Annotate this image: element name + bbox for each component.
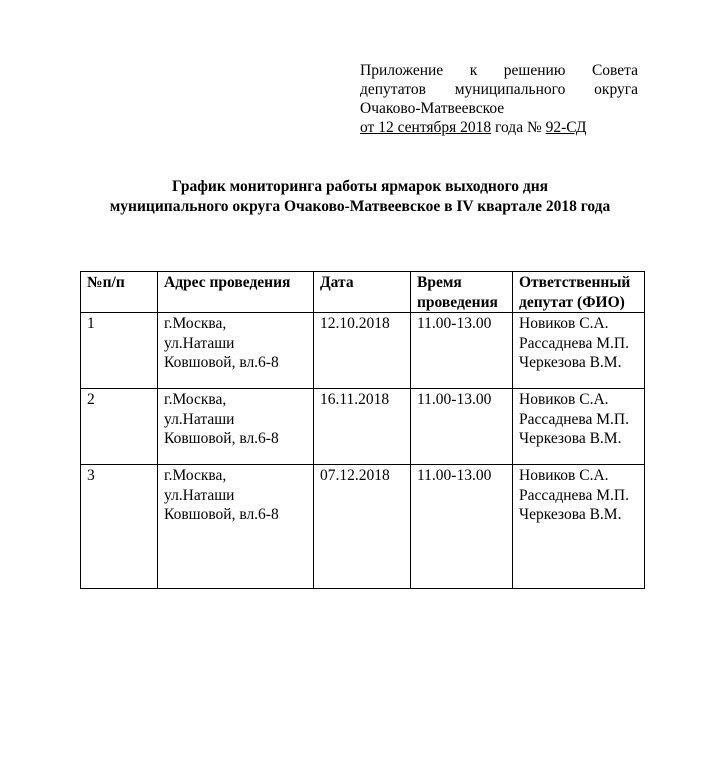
row-date: 16.11.2018 xyxy=(314,389,411,465)
row-time: 11.00-13.00 xyxy=(411,465,513,589)
row-date: 07.12.2018 xyxy=(314,465,411,589)
address-line: г.Москва, xyxy=(164,467,227,484)
header-address: Адрес проведения xyxy=(158,272,314,313)
row-address xyxy=(158,313,314,389)
header-time-line-1: Время xyxy=(417,274,462,291)
address-line: ул.Наташи xyxy=(164,334,235,352)
deputy-name: Черкезова В.М. xyxy=(519,354,622,371)
appendix-line-2: депутатов муниципального округа xyxy=(360,81,638,98)
header-responsible xyxy=(513,272,645,313)
table-row xyxy=(81,465,645,589)
row-address xyxy=(158,465,314,589)
appendix-block xyxy=(360,61,638,137)
header-time-line-2: проведения xyxy=(417,293,498,311)
deputy-name: Рассаднева М.П. xyxy=(519,410,629,428)
header-resp-line-2: депутат (ФИО) xyxy=(519,293,625,311)
schedule-table xyxy=(80,271,645,589)
deputy-name: Рассаднева М.П. xyxy=(519,486,629,504)
row-num: 1 xyxy=(81,313,158,389)
row-deputies xyxy=(513,389,645,465)
deputy-name: Рассаднева М.П. xyxy=(519,334,629,352)
appendix-line-3: Очаково-Матвеевское xyxy=(360,100,505,117)
table-row xyxy=(81,313,645,389)
title-line-2: муниципального округа Очаково-Матвеевское в IV квартале 2018 года xyxy=(109,198,611,215)
table-header-row xyxy=(81,272,645,313)
deputy-name: Новиков С.А. xyxy=(519,391,609,408)
row-deputies xyxy=(513,465,645,589)
row-num: 2 xyxy=(81,389,158,465)
deputy-name: Черкезова В.М. xyxy=(519,506,622,523)
decision-date: от 12 сентября 2018 xyxy=(360,119,492,136)
document-title xyxy=(60,177,660,217)
appendix-line-1: Приложение к решению Совета xyxy=(360,62,638,79)
row-time: 11.00-13.00 xyxy=(411,389,513,465)
decision-year-word: года № xyxy=(491,119,546,136)
row-time: 11.00-13.00 xyxy=(411,313,513,389)
address-line: Ковшовой, вл.6-8 xyxy=(164,430,279,447)
row-date: 12.10.2018 xyxy=(314,313,411,389)
appendix-decision-line xyxy=(360,118,638,137)
header-resp-line-1: Ответственный xyxy=(519,274,631,291)
address-line: ул.Наташи xyxy=(164,486,235,504)
address-line: Ковшовой, вл.6-8 xyxy=(164,354,279,371)
address-line: ул.Наташи xyxy=(164,410,235,428)
address-line: г.Москва, xyxy=(164,391,227,408)
title-line-1: График мониторинга работы ярмарок выходного дня xyxy=(171,178,549,195)
header-date: Дата xyxy=(314,272,411,313)
deputy-name: Новиков С.А. xyxy=(519,315,609,332)
deputy-name: Черкезова В.М. xyxy=(519,430,622,447)
deputy-name: Новиков С.А. xyxy=(519,467,609,484)
row-num: 3 xyxy=(81,465,158,589)
header-num: №п/п xyxy=(81,272,158,313)
header-time xyxy=(411,272,513,313)
address-line: Ковшовой, вл.6-8 xyxy=(164,506,279,523)
address-line: г.Москва, xyxy=(164,315,227,332)
row-address xyxy=(158,389,314,465)
table-row xyxy=(81,389,645,465)
decision-number: 92-СД xyxy=(545,119,587,136)
row-deputies xyxy=(513,313,645,389)
